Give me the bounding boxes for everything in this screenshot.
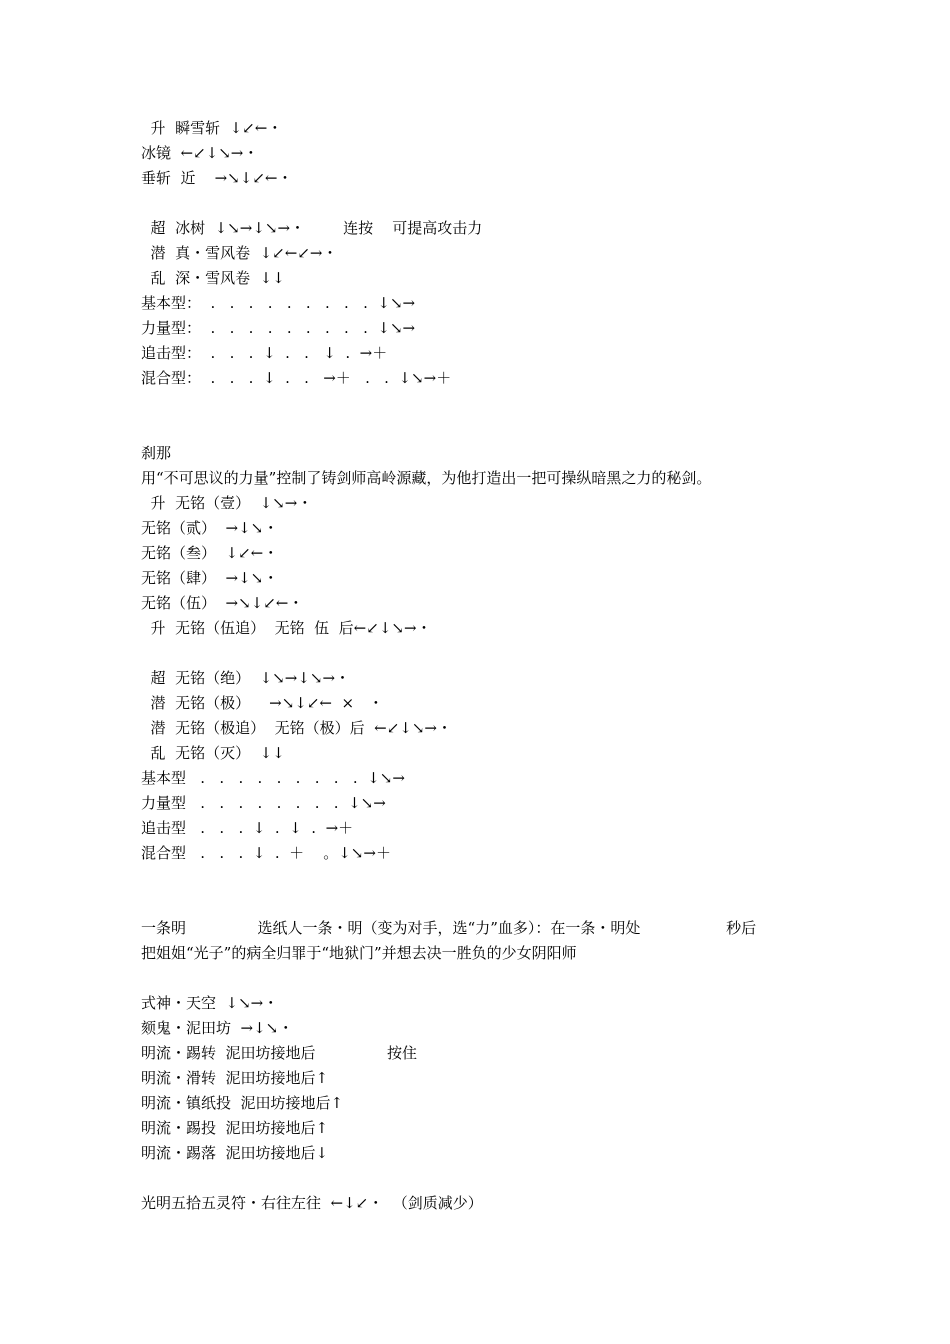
section-setsuna [141,441,861,866]
move-line: 乱 无铭（灭） ↓↓ [141,744,285,762]
blank-line [141,191,861,216]
blank-line [141,1166,861,1191]
type-line: 力量型 . . . . . . . . ↓↘→ [141,794,386,812]
blank-lines [141,391,861,441]
type-line: 混合型 . . . ↓ . ＋ 。↓↘→＋ [141,844,391,862]
move-line: 潜 无铭（极追） 无铭（极）后 ←↙↓↘→・ [141,719,452,737]
move-line: 无铭（肆） →↓↘・ [141,569,279,587]
move-line: 超 无铭（绝） ↓↘→↓↘→・ [141,669,351,687]
move-line: 明流・镇纸投 泥田坊接地后↑ [141,1094,344,1112]
section-akari [141,916,861,1216]
move-line: 光明五拾五灵符・右往左往 ←↓↙・ （剑质减少） [141,1194,483,1212]
character-description: 把姐姐“光子”的病全归罪于“地狱门”并想去决一胜负的少女阴阳师 [141,944,577,962]
blank-line [141,641,861,666]
type-line: 力量型： . . . . . . . . . ↓↘→ [141,319,416,337]
type-line: 追击型： . . . ↓ . . ↓ . →＋ [141,344,388,362]
type-line: 追击型 . . . ↓ . ↓ . →＋ [141,819,354,837]
move-line: 颏鬼・泥田坊 →↓↘・ [141,1019,294,1037]
move-line: 无铭（叁） ↓↙←・ [141,544,279,562]
move-line: 升 瞬雪斩 ↓↙←・ [141,119,283,137]
move-line: 无铭（伍） →↘↓↙←・ [141,594,304,612]
move-line: 明流・踢落 泥田坊接地后↓ [141,1144,329,1162]
move-line: 明流・踢转 泥田坊接地后 按住 [141,1044,418,1062]
move-line: 升 无铭（壹） ↓↘→・ [141,494,313,512]
type-line: 基本型 . . . . . . . . . ↓↘→ [141,769,405,787]
document-page [141,116,861,1216]
move-line: 潜 真・雪风卷 ↓↙←↙→・ [141,244,338,262]
move-line: 潜 无铭（极） →↘↓↙← × ・ [141,694,384,712]
move-line: 超 冰树 ↓↘→↓↘→・ 连按 可提高攻击力 [141,219,483,237]
character-intro: 一条明 选纸人一条・明（变为对手，选“力”血多）：在一条・明处 秒后 [141,919,757,937]
blank-line [141,966,861,991]
character-description: 用“不可思议的力量”控制了铸剑师高岭源藏，为他打造出一把可操纵暗黑之力的秘剑。 [141,469,712,487]
type-line: 混合型： . . . ↓ . . →＋ . . ↓↘→＋ [141,369,452,387]
blank-lines [141,866,861,916]
move-line: 升 无铭（伍追） 无铭 伍 后←↙↓↘→・ [141,619,432,637]
move-line: 乱 深・雪风卷 ↓↓ [141,269,285,287]
move-line: 明流・滑转 泥田坊接地后↑ [141,1069,329,1087]
move-line: 垂斩 近 →↘↓↙←・ [141,169,293,187]
move-line: 冰镜 ←↙↓↘→・ [141,144,259,162]
move-line: 式神・天空 ↓↘→・ [141,994,279,1012]
type-line: 基本型： . . . . . . . . . ↓↘→ [141,294,416,312]
section-yuki-moves [141,116,861,391]
move-line: 明流・踢投 泥田坊接地后↑ [141,1119,329,1137]
move-line: 无铭（贰） →↓↘・ [141,519,279,537]
character-name: 刹那 [141,444,172,462]
